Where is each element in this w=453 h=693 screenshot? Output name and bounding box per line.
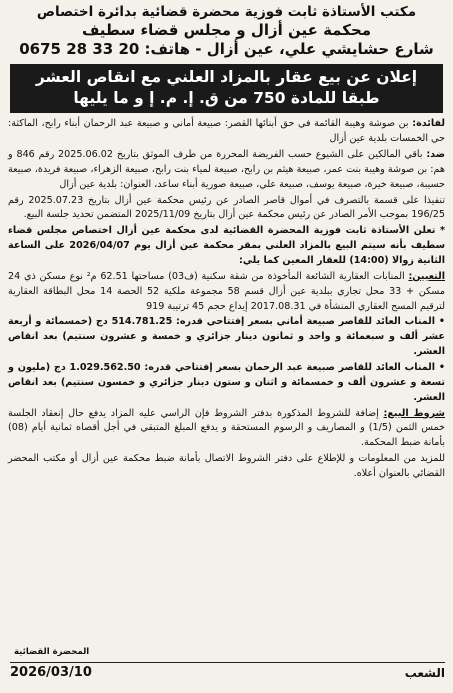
publication-date: 2026/03/10 bbox=[10, 665, 92, 680]
creditors-paragraph bbox=[8, 117, 445, 147]
bailiff-header bbox=[8, 4, 445, 58]
creditors-label: لفائدة: bbox=[412, 118, 445, 130]
publication-name: الشعب bbox=[404, 665, 445, 680]
subtitle-line: طبقا للمادة 750 من ق. إ. م. إ و ما يليها bbox=[73, 89, 380, 108]
title-line: إعلان عن بيع عقار بالمزاد العلني مع انقاص العشر bbox=[35, 68, 418, 87]
property-text: المنابات العقارية الشائعة المأخوذة من شقة سكنية (ف03) مساحتها 62.51 م² نوع مسكن ذي 24 مسكن + 33 محل تجاري ببلدية عين أزال قسم 58 مجموعة ملكية 52 الحصة 14 محل البطاقة العقارية لترقيم المسح العقاري المنشأة في 2017.08.31 إيداع حجم 45 ترتيبة 919 bbox=[8, 270, 445, 312]
terms-label: شروط البيع: bbox=[383, 407, 445, 419]
terms-text: إضافة للشروط المذكورة بدفتر الشروط فإن الراسي عليه المزاد يدفع حال إنعقاد الجلسة خمس الثمن (1/5) و المصاريف و الرسوم المستحقة و يدفع المبلغ المتبقي في أجل أقصاه ثمانية أيام (08) بأمانة ضبط المحكمة. bbox=[8, 407, 445, 449]
debtors-text: باقي المالكين على الشيوع حسب الفريضة المحررة من طرف الموثق بتاريخ 2025.06.02 رقم 846 و هم: بن صوشة وهيبة بنت عمر، صبيعة هيثم بن رابح، صبيعة لمياء بنت رابح، صبيعة الزهراء، صبيعة فريدة، صبيعة حسيبة، صبيعة خيرة، صبيعة يوسف، صبيعة علي، صبيعة صورية أبناء ساعد، العنوان: بلدية عين أزال bbox=[8, 148, 445, 190]
sale-notice-paragraph: * تعلن الأستاذة ثابت فوزية المحضرة القضائية لدى محكمة عين أزال اختصاص مجلس قضاء سطيف بأنه سيتم البيع بالمزاد العلني بمقر محكمة عين أزال يوم 2026/04/07 على الساعة الثانية زوالا (14:00) للعقار المعين كما يلي: bbox=[8, 225, 446, 266]
lot-one-paragraph: • المناب العائد للقاصر صبيعة أماني بسعر إفتتاحي قدره: 514.781.25 دج (خمسمائة و أربعة عشر ألف و سبعمائة و واحد و ثمانون دينار جزائري و خمسة و عشرون سنتيم) بعد انقاص العشر. bbox=[8, 316, 445, 358]
property-paragraph bbox=[8, 270, 445, 315]
debtors-paragraph bbox=[8, 148, 445, 193]
execution-paragraph: تنفيذا على قسمة بالتصرف في أموال قاصر الصادر عن رئيس محكمة عين أزال بتاريخ 2025.07.23 رقم 196/25 بموجب الأمر الصادر عن رئيس محكمة عين أزال بتاريخ 2025/11/09 المتضمن تحديد جلسة البيع. bbox=[8, 194, 445, 221]
signature: المحضرة القضائية bbox=[14, 647, 90, 657]
office-line: مكتب الأستاذة ثابت فوزية محضرة قضائية بدائرة اختصاص bbox=[36, 4, 417, 20]
lot-two-paragraph: • المناب العائد للقاصر صبيعة عبد الرحمان بسعر إفتتاحي قدره: 1.029.562.50 دج (مليون و تسعة و عشرون ألف و خمسمائة و اثنان و ستون دينار جزائري و خمسون سنتيم) بعد انقاص العشر. bbox=[8, 361, 445, 403]
announcement-body bbox=[8, 117, 445, 482]
info-paragraph: للمزيد من المعلومات و للإطلاع على دفتر الشروط الاتصال بأمانة ضبط محكمة عين أزال أو مكتب المحضر القضائي بالعنوان أعلاه. bbox=[8, 453, 445, 479]
title-banner bbox=[10, 64, 443, 113]
publication-footer bbox=[10, 662, 445, 680]
debtors-label: ضد: bbox=[426, 148, 445, 160]
terms-paragraph bbox=[8, 407, 445, 452]
creditors-text: بن صوشة وهيبة القائمة في حق أبنائها القصر: صبيعة أماني و صبيعة عبد الرحمان أبناء رابح، الماكثة: حي الخمسات بلدية عين أزال bbox=[8, 118, 445, 145]
address-line: شارع حشايشي علي، عين أزال - هاتف: 20 33 28 0675 bbox=[19, 39, 434, 58]
property-label: التعيين: bbox=[408, 270, 445, 282]
court-line: محكمة عين أزال و مجلس قضاء سطيف bbox=[81, 20, 372, 39]
